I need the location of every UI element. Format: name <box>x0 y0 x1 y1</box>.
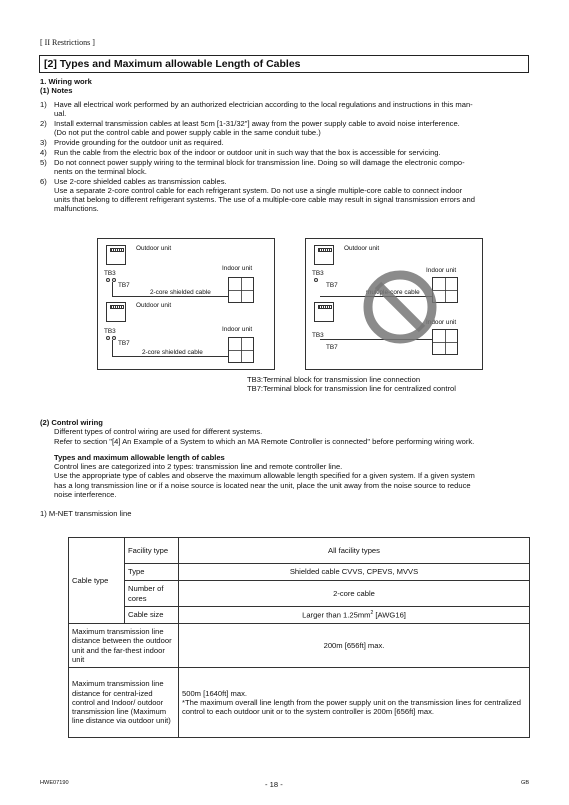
cable-types-line-4: noise interference. <box>54 489 117 499</box>
table-row <box>69 538 530 564</box>
control-wiring-heading: (2) Control wiring <box>40 418 103 427</box>
type-label: Type <box>125 564 179 581</box>
outdoor-unit-label-3: Outdoor unit <box>344 245 380 252</box>
type-value: Shielded cable CVVS, CPEVS, MVVS <box>179 564 530 581</box>
page-number: - 18 - <box>265 780 283 789</box>
tb3-label-4: TB3 <box>312 332 324 339</box>
outdoor-unit-1 <box>106 245 126 265</box>
table-row <box>69 607 530 624</box>
max-line-label: Maximum transmission line distance between the outdoor unit and the far-thest indoor unit <box>69 624 179 668</box>
note-4: 4) Run the cable from the electric box of the indoor or outdoor unit in such way that the box is accessible for servicing. <box>40 147 441 157</box>
indoor-unit-label-4: Indoor unit <box>426 319 457 326</box>
locale-code: GB <box>521 780 530 786</box>
tb3-label-3: TB3 <box>312 270 324 277</box>
shielded-cable-label-1: 2-core shielded cable <box>150 289 211 296</box>
table-row <box>69 668 530 738</box>
tb7-label-1: TB7 <box>118 282 130 289</box>
note-5: 5) Do not connect power supply wiring to the terminal block for transmission line. Doing so will damage the electronic compo- nents on the terminal block. <box>40 157 465 176</box>
terminal-legend <box>247 375 456 394</box>
cable-types-heading: Types and maximum allowable length of cables <box>54 452 225 462</box>
tb3-label-1: TB3 <box>104 270 116 277</box>
heading-notes: (1) Notes <box>40 86 73 96</box>
control-wiring-section <box>40 418 532 518</box>
indoor-unit-label-3: Indoor unit <box>426 267 457 274</box>
cable-types-line-2: Use the appropriate type of cables and observe the maximum allowable length specified for a given system. If a given system <box>54 471 475 481</box>
doc-code: HWE07190 <box>40 780 69 786</box>
outdoor-unit-label-1: Outdoor unit <box>136 245 172 252</box>
legend-tb3: TB3:Terminal block for transmission line connection <box>247 375 421 384</box>
cable-spec-table <box>68 537 530 738</box>
note-3: 3) Provide grounding for the outdoor unit as required. <box>40 138 224 147</box>
tb3-terminal-2 <box>106 336 110 340</box>
notes-list <box>40 100 532 214</box>
tb7-label-3: TB7 <box>326 282 338 289</box>
indoor-unit-label-2: Indoor unit <box>222 326 253 333</box>
outdoor-unit-4 <box>314 302 334 322</box>
tb3-label-2: TB3 <box>104 328 116 335</box>
prohibited-icon <box>362 269 438 345</box>
indoor-unit-label-1: Indoor unit <box>222 265 253 272</box>
central-line-label: Maximum transmission line distance for central-ized control and Indoor/ outdoor transmission line (Maximum line distance via outdoor unit) <box>69 668 179 738</box>
shielded-cable-label-2: 2-core shielded cable <box>142 349 203 356</box>
note-6: 6) Use 2-core shielded cables as transmission cables. Use a separate 2-core control cable for each refrigerant system. Do not use a single multiple-core cable to connect indoor units that belong to different refrigerant systems. The use of a multiple-core cable may result in signal transmission errors and malfunctions. <box>40 176 475 214</box>
table-row <box>69 564 530 581</box>
max-line-value: 200m [656ft] max. <box>179 624 530 668</box>
size-label: Cable size <box>125 607 179 624</box>
indoor-unit-2 <box>228 337 254 363</box>
cable-types-line-1: Control lines are categorized into 2 types: transmission line and remote controller line. <box>54 462 343 471</box>
outdoor-unit-2 <box>106 302 126 322</box>
breadcrumb: [ II Restrictions ] <box>40 38 95 47</box>
cable-drop-2 <box>112 340 113 356</box>
facility-type-value: All facility types <box>179 538 530 564</box>
correct-wiring-diagram <box>97 238 275 370</box>
table-row <box>69 624 530 668</box>
tb3-terminal-1 <box>106 278 110 282</box>
prohibited-wiring-diagram <box>305 238 483 370</box>
multiple-core-label: multiple-core cable <box>366 289 420 296</box>
cable-drop-1 <box>112 282 113 296</box>
facility-type-label: Facility type <box>125 538 179 564</box>
cable-types-line-3: has a long transmission line or if a noise source is located near the unit, place the unit away from the noise source to reduce <box>54 480 471 490</box>
tb7-label-4: TB7 <box>326 344 338 351</box>
table-row <box>69 581 530 607</box>
control-wiring-line-2: Refer to section "[4] An Example of a System to which an MA Remote Controller is connected" before performing wiring work. <box>54 436 475 446</box>
heading-wiring-work: 1. Wiring work <box>40 77 92 86</box>
outdoor-unit-label-2: Outdoor unit <box>136 302 172 309</box>
control-wiring-line-1: Different types of control wiring are used for different systems. <box>54 427 263 437</box>
legend-tb7: TB7:Terminal block for transmission line for centralized control <box>247 384 456 394</box>
cores-value: 2-core cable <box>179 581 530 607</box>
note-1: 1) Have all electrical work performed by an authorized electrician according to the local regulations and instructions in this man- ual. <box>40 100 473 119</box>
cores-label: Number of cores <box>125 581 179 607</box>
mnet-heading: 1) M-NET transmission line <box>40 509 132 518</box>
outdoor-unit-3 <box>314 245 334 265</box>
section-title: [2] Types and Maximum allowable Length of Cables <box>39 55 529 73</box>
cable-type-label: Cable type <box>69 538 125 624</box>
tb3-terminal-3 <box>314 278 318 282</box>
note-2: 2) Install external transmission cables at least 5cm [1-31/32"] away from the power supply cable to avoid noise interference. (Do not put the control cable and power supply cable in the same conduit tube.) <box>40 119 460 138</box>
tb7-label-2: TB7 <box>118 340 130 347</box>
size-value: Larger than $1.25mm^2$ [AWG16] <box>179 607 530 624</box>
indoor-unit-1 <box>228 277 254 303</box>
wiring-work-heading <box>40 77 92 96</box>
central-line-value: 500m [1640ft] max. *The maximum overall line length from the power supply unit on the transmission lines for centralized control to each outdoor unit or to the system controller is 200m [656ft] max. <box>179 668 530 738</box>
